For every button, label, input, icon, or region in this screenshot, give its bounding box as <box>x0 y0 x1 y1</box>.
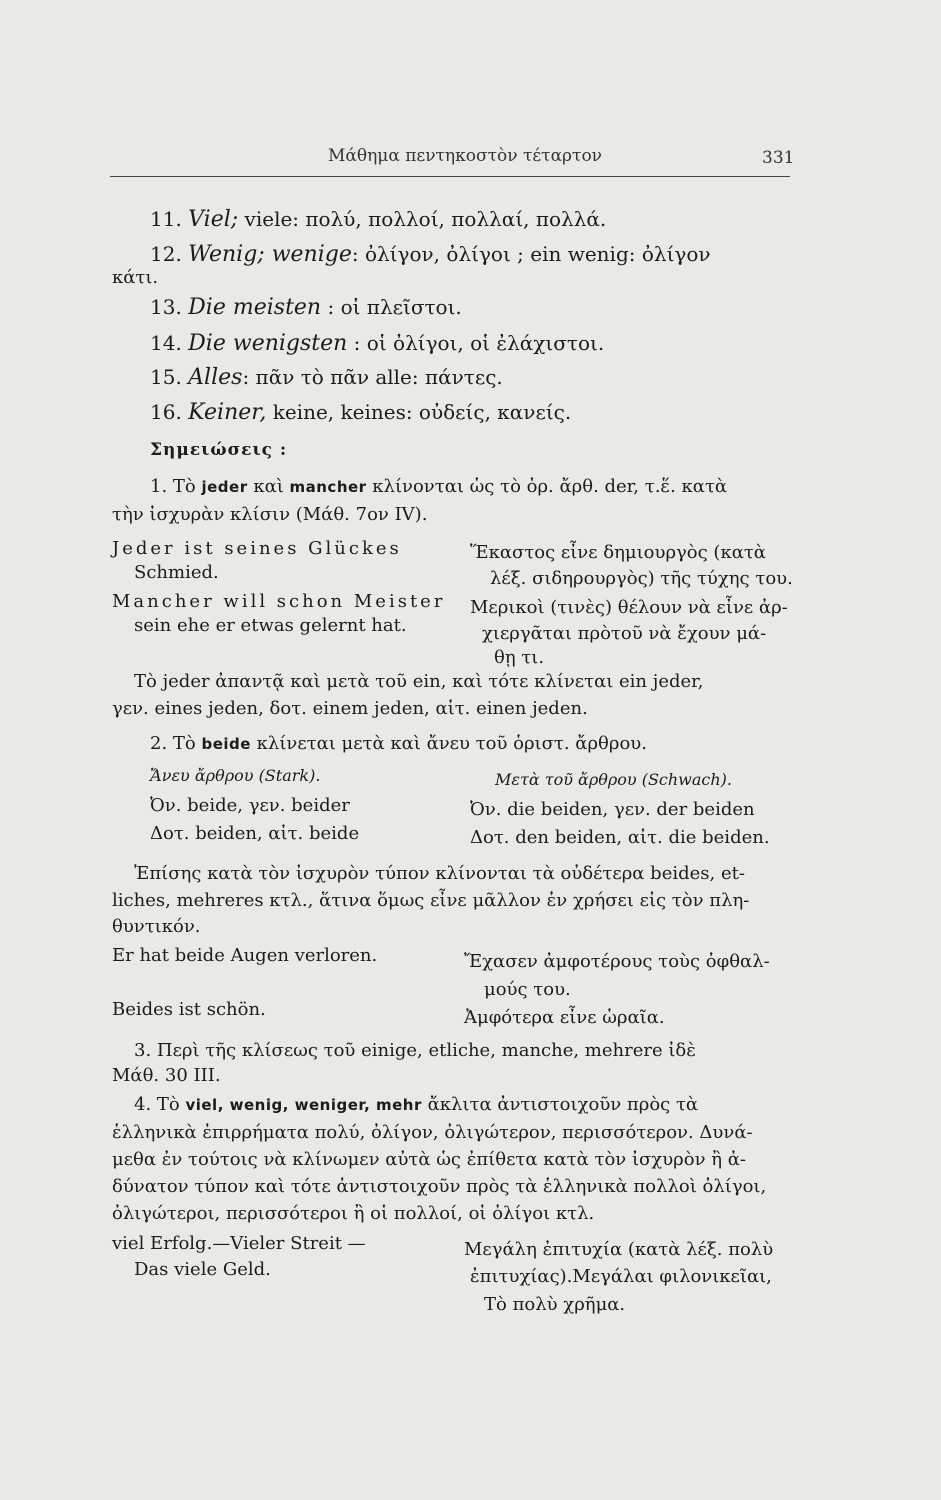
note2-example-left-1: Er hat beide Augen verloren. <box>112 945 378 966</box>
notes-heading: Σημειώσεις : <box>150 440 288 460</box>
note2-para-1: Ἐπίσης κατὰ τὸν ἰσχυρὸν τύπον κλίνονται τὰ οὐδέτερα beides, et- <box>134 863 745 884</box>
note4-example-left-2: Das viele Geld. <box>134 1259 271 1280</box>
note2-para-2: liches, mehreres κτλ., ἅτινα ὅμως εἶνε μᾶλλον ἐν χρήσει εἰς τὸν πλη- <box>112 890 750 911</box>
note3-line1: 3. Περὶ τῆς κλίσεως τοῦ einige, etliche, manche, mehrere ἰδὲ <box>134 1040 696 1061</box>
note1-example-right-3: Μερικοὶ (τινὲς) θέλουν νὰ εἶνε ἀρ- <box>470 597 788 618</box>
item-12-continuation: κάτι. <box>112 267 159 288</box>
term: Alles <box>188 365 243 390</box>
note2-right-row-2: Δοτ. den beiden, αἰτ. die beiden. <box>470 827 770 848</box>
item-11: 11. Viel; viele: πολύ, πολλοί, πολλαί, πολλά. <box>150 207 607 232</box>
note4-example-right-2: ἐπιτυχίας).Μεγάλαι φιλονικεῖαι, <box>470 1266 772 1287</box>
note2-head-right: Μετὰ τοῦ ἄρθρου (Schwach). <box>495 770 732 789</box>
note1-line2: τὴν ἰσχυρὰν κλίσιν (Μάθ. 7ον IV). <box>112 504 428 525</box>
item-13: 13. Die meisten : οἱ πλεῖστοι. <box>150 295 462 320</box>
note2-example-right-1: Ἔχασεν ἀμφοτέρους τοὺς ὀφθαλ- <box>464 951 770 972</box>
note1-after-1: Τὸ jeder ἀπαντᾷ καὶ μετὰ τοῦ ein, καὶ τότε κλίνεται ein jeder, <box>134 671 704 692</box>
running-header: Μάθημα πεντηκοστὸν τέταρτον <box>327 146 603 166</box>
note2-example-right-2: μούς του. <box>484 979 571 1000</box>
note1-example-right-2: λέξ. σιδηρουργὸς) τῆς τύχης του. <box>490 568 793 589</box>
note4-line5: ὀλιγώτεροι, περισσότεροι ἢ οἱ πολλοί, οἱ ὀλίγοι κτλ. <box>112 1203 595 1224</box>
term: Die meisten <box>188 295 322 320</box>
note2-left-row-2: Δοτ. beiden, αἰτ. beide <box>150 823 360 844</box>
note4-example-left-1: viel Erfolg.—Vieler Streit — <box>112 1233 366 1254</box>
term: Wenig; wenige <box>188 242 352 267</box>
note2-left-row-1: Ὀν. beide, γεν. beider <box>150 795 350 816</box>
note4-line3: μεθα ἐν τούτοις νὰ κλίνωμεν αὐτὰ ὡς ἐπίθετα κατὰ τὸν ἰσχυρὸν ἢ ἀ- <box>112 1149 746 1170</box>
item-12: 12. Wenig; wenige: ὀλίγον, ὀλίγοι ; ein wenig: ὀλίγον <box>150 242 711 267</box>
note1-example-left-2: Schmied. <box>134 562 219 583</box>
note2-example-right-3: Ἀμφότερα εἶνε ὡραῖα. <box>464 1007 665 1028</box>
term: Viel; <box>188 207 239 232</box>
note4-line4: δύνατον τύπον καὶ τότε ἀντιστοιχοῦν πρὸς τὰ ἑλληνικὰ πολλοὶ ὀλίγοι, <box>112 1176 767 1197</box>
page-number: 331 <box>762 148 795 168</box>
note4-example-right-1: Μεγάλη ἐπιτυχία (κατὰ λέξ. πολὺ <box>464 1239 774 1260</box>
note1-example-right-1: Ἕκαστος εἶνε δημιουργὸς (κατὰ <box>470 542 766 563</box>
item-15: 15. Alles: πᾶν τὸ πᾶν alle: πάντες. <box>150 365 503 390</box>
note4-line2: ἑλληνικὰ ἐπιρρήματα πολύ, ὀλίγον, ὀλιγώτερον, περισσότερον. Δυνά- <box>112 1122 753 1143</box>
note1-example-left-1: Jeder ist seines Glückes <box>112 538 402 559</box>
note1-example-right-5: θῃ τι. <box>494 647 545 668</box>
note1-example-left-4: sein ehe er etwas gelernt hat. <box>134 615 407 636</box>
note1-example-right-4: χιεργᾶται πρὸτοῦ νὰ ἔχουν μά- <box>482 623 767 644</box>
item-14: 14. Die wenigsten : οἱ ὀλίγοι, οἱ ἐλάχιστοι. <box>150 331 605 356</box>
note2-example-left-2: Beides ist schön. <box>112 999 266 1020</box>
item-16: 16. Keiner, keine, keines: οὐδείς, κανείς. <box>150 400 572 425</box>
note4-example-right-3: Τὸ πολὺ χρῆμα. <box>484 1294 626 1315</box>
note1-example-left-3: Mancher will schon Meister <box>112 591 446 612</box>
note3-line2: Μάθ. 30 III. <box>112 1065 221 1086</box>
note2-head-left: Ἄνευ ἄρθρου (Stark). <box>150 766 321 785</box>
note1-after-2: γεν. eines jeden, δοτ. einem jeden, αἰτ. einen jeden. <box>112 698 588 719</box>
note2-intro: 2. Τὸ beide κλίνεται μετὰ καὶ ἄνευ τοῦ ὁριστ. ἄρθρου. <box>150 733 647 754</box>
note2-para-3: θυντικόν. <box>112 916 201 937</box>
header-rule <box>110 176 790 177</box>
note2-right-row-1: Ὀν. die beiden, γεν. der beiden <box>470 799 755 820</box>
note4-line1: 4. Τὸ viel, wenig, weniger, mehr ἄκλιτα ἀντιστοιχοῦν πρὸς τὰ <box>134 1094 699 1115</box>
term: Die wenigsten <box>188 331 348 356</box>
term: Keiner, <box>188 400 267 425</box>
note1-line1: 1. Τὸ jeder καὶ mancher κλίνονται ὡς τὸ ὁρ. ἄρθ. der, τ.ἕ. κατὰ <box>150 476 728 497</box>
